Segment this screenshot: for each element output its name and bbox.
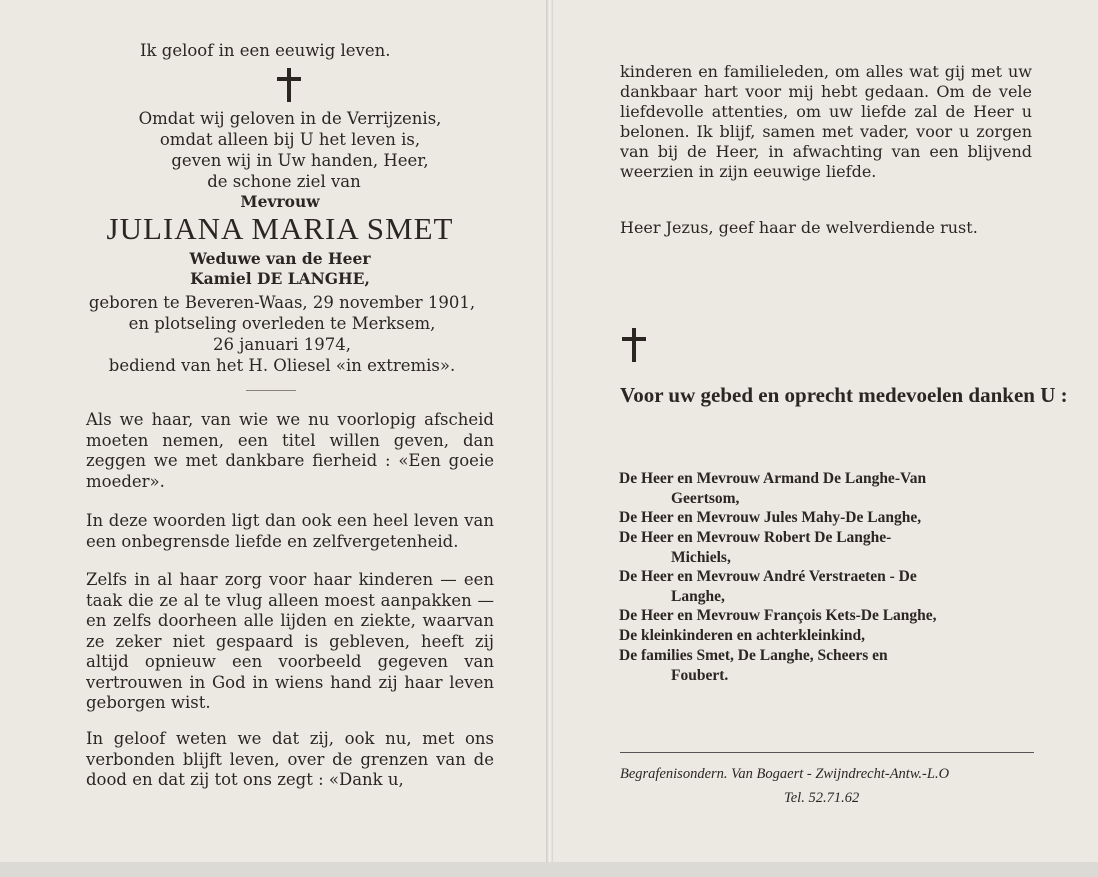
- intro-line-3: geven wij in Uw handen, Heer,: [171, 151, 429, 170]
- paragraph-care: Zelfs in al haar zorg voor haar kinderen — een taak die ze al te vlug alleen moest aanpakken — en zelfs doorheen alle lijden en ziekte, waarvan ze zeker niet gespaard is gebleven, heeft zij altijd opnieuw een voorbeeld gegeven van vertrouwen in God in wiens hand zij haar leven geborgen wist.: [86, 570, 494, 712]
- separator-line: [246, 390, 296, 391]
- family-entry: [619, 646, 1059, 685]
- family-entry-line1: De Heer en Mevrouw François Kets-De Langhe,: [619, 607, 937, 624]
- prayer-line: Heer Jezus, geef haar de welverdiende rust.: [620, 218, 978, 237]
- paragraph-title: Als we haar, van wie we nu voorlopig afscheid moeten nemen, een titel willen geven, dan zeggen we met dankbare fierheid : «Een goeie moeder».: [86, 410, 494, 491]
- family-entry: [619, 626, 1059, 646]
- birth-line: geboren te Beveren-Waas, 29 november 1901,: [88, 293, 476, 312]
- printer-phone: Tel. 52.71.62: [784, 790, 860, 806]
- creed-line: Ik geloof in een eeuwig leven.: [140, 41, 391, 60]
- family-entry: [619, 606, 1059, 626]
- cross-icon: [277, 68, 301, 102]
- family-entry: [619, 567, 1059, 606]
- family-entry: [619, 469, 1059, 508]
- family-entry-line1: De Heer en Mevrouw Armand De Langhe-Van: [619, 470, 927, 487]
- continuation-text: kinderen en familieleden, om alles wat gij met uw dankbaar hart voor mij hebt gedaan. Om de vele liefdevolle attenties, om uw liefde zal de Heer u belonen. Ik blijf, samen met vader, voor u zorgen van bij de Heer, in afwachting van een blijvend weerzien in zijn eeuwige liefde.: [620, 62, 1032, 181]
- background-edge: [0, 862, 1098, 877]
- printer-info: [620, 762, 1040, 810]
- family-entry-line1: De Heer en Mevrouw Jules Mahy-De Langhe,: [619, 509, 922, 526]
- family-entry-line2: Foubert.: [671, 666, 729, 684]
- family-entry-line2: Langhe,: [671, 587, 725, 605]
- family-entry-line2: Michiels,: [671, 548, 731, 566]
- paragraph-words: In deze woorden ligt dan ook een heel leven van een onbegrensde liefde en zelfvergetenheid.: [86, 511, 494, 551]
- family-entry: [619, 508, 1059, 528]
- card-fold: [546, 0, 553, 877]
- family-entry-line1: De Heer en Mevrouw Robert De Langhe-: [619, 529, 892, 546]
- death-date: 26 januari 1974,: [213, 335, 351, 354]
- family-entry-line1: De kleinkinderen en achterkleinkind,: [619, 627, 866, 644]
- intro-line-1: Omdat wij geloven in de Verrijzenis,: [138, 109, 442, 128]
- printer-name: Begrafenisondern. Van Bogaert - Zwijndrecht-Antw.-L.O: [620, 766, 950, 782]
- cross-icon: [622, 328, 646, 362]
- widow-line-1: Weduwe van de Heer: [189, 249, 371, 268]
- family-entry-line1: De Heer en Mevrouw André Verstraeten - De: [619, 568, 917, 585]
- widow-line-2: Kamiel DE LANGHE,: [190, 269, 370, 288]
- printer-rule: [620, 752, 1034, 753]
- sacrament-line: bediend van het H. Oliesel «in extremis».: [108, 356, 456, 375]
- intro-line-2: omdat alleen bij U het leven is,: [159, 130, 421, 149]
- salutation: Mevrouw: [240, 192, 320, 211]
- thanks-heading: Voor uw gebed en oprecht medevoelen danken U :: [620, 383, 1068, 407]
- paragraph-faith: In geloof weten we dat zij, ook nu, met ons verbonden blijft leven, over de grenzen van de dood en dat zij tot ons zegt : «Dank u,: [86, 729, 494, 789]
- family-entry: [619, 528, 1059, 567]
- intro-line-4: de schone ziel van: [207, 172, 361, 191]
- deceased-name: JULIANA MARIA SMET: [106, 211, 454, 246]
- family-entry-line1: De families Smet, De Langhe, Scheers en: [619, 647, 888, 664]
- death-line: en plotseling overleden te Merksem,: [128, 314, 436, 333]
- family-entry-line2: Geertsom,: [671, 489, 740, 507]
